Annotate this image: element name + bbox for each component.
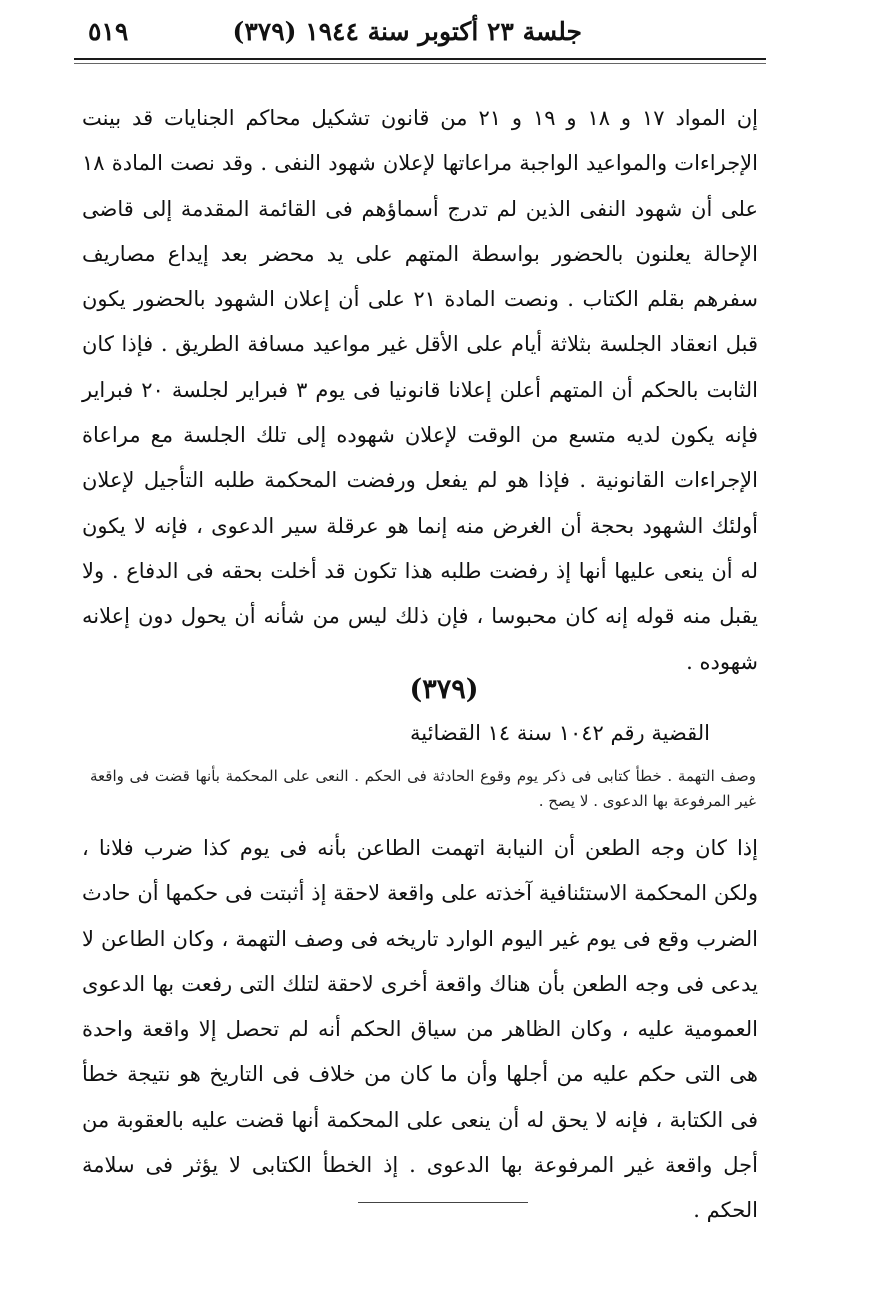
page-number: ٥١٩ bbox=[88, 17, 129, 46]
upper-paragraph: إن المواد ١٧ و ١٨ و ١٩ و ٢١ من قانون تشكيل محاكم الجنايات قد بينت الإجراءات والمواعيد الواجبة مراعاتها لإعلان شهود النفى . وقد نصت المادة ١٨ على أن شهود النفى الذين لم تدرج أسماؤهم فى القائمة المقدمة إلى قاضى الإحالة يعلنون بالحضور بواسطة المتهم على يد محضر بعد إيداع مصاريف سفرهم بقلم الكتاب . ونصت المادة ٢١ على أن إعلان الشهود بالحضور يكون قبل انعقاد الجلسة بثلاثة أيام على الأقل غير مواعيد مسافة الطريق . فإذا كان الثابت بالحكم أن المتهم أعلن إعلانا قانونيا فى يوم ٣ فبراير لجلسة ٢٠ فبراير فإنه يكون لديه متسع من الوقت لإعلان شهوده إلى تلك الجلسة مع مراعاة الإجراءات القانونية . فإذا هو لم يفعل ورفضت المحكمة طلبه التأجيل لإعلان أولئك الشهود بحجة أن الغرض منه إنما هو عرقلة سير الدعوى ، فإنه لا يكون له أن ينعى عليها أنها إذ رفضت طلبه هذا تكون قد أخلت بحقه فى الدفاع . ولا يقبل منه قوله إنه كان محبوسا ، فإن ذلك ليس من شأنه أن يحول دون إعلانه شهوده . bbox=[82, 106, 759, 674]
header-rule-thin bbox=[74, 63, 766, 64]
lower-paragraph: إذا كان وجه الطعن أن النيابة اتهمت الطاعن بأنه فى يوم كذا ضرب فلانا ، ولكن المحكمة الاستئنافية آخذته على واقعة لاحقة إذ أثبتت فى حكمها أن حادث الضرب وقع فى يوم غير اليوم الوارد تاريخه فى وصف التهمة ، وكان الطاعن لا يدعى فى وجه الطعن بأن هناك واقعة أخرى لاحقة لتلك التى رفعت بها الدعوى العمومية عليه ، وكان الظاهر من سياق الحكم أنه لم تحصل إلا واقعة واحدة هى التى حكم عليه من أجلها وأن ما كان من خلاف فى التاريخ هو نتيجة خطأ فى الكتابة ، فإنه لا يحق له أن ينعى على المحكمة أنها قضت عليه بالعقوبة من أجل واقعة غير المرفوعة بها الدعوى . إذ الخطأ الكتابى لا يؤثر فى سلامة الحكم . bbox=[82, 836, 758, 1223]
case-reference-line: القضية رقم ١٠٤٢ سنة ١٤ القضائية bbox=[410, 721, 710, 745]
header-rule bbox=[74, 58, 766, 60]
running-header-title: جلسة ٢٣ أكتوبر سنة ١٩٤٤ (٣٧٩) bbox=[232, 17, 582, 46]
case-number-heading: (٣٧٩) bbox=[409, 674, 479, 705]
end-rule bbox=[358, 1202, 528, 1203]
case-summary: وصف التهمة . خطأ كتابى فى ذكر يوم وقوع الحادثة فى الحكم . النعى على المحكمة بأنها قضت فى واقعة غير المرفوعة بها الدعوى . لا يصح . bbox=[90, 767, 756, 810]
